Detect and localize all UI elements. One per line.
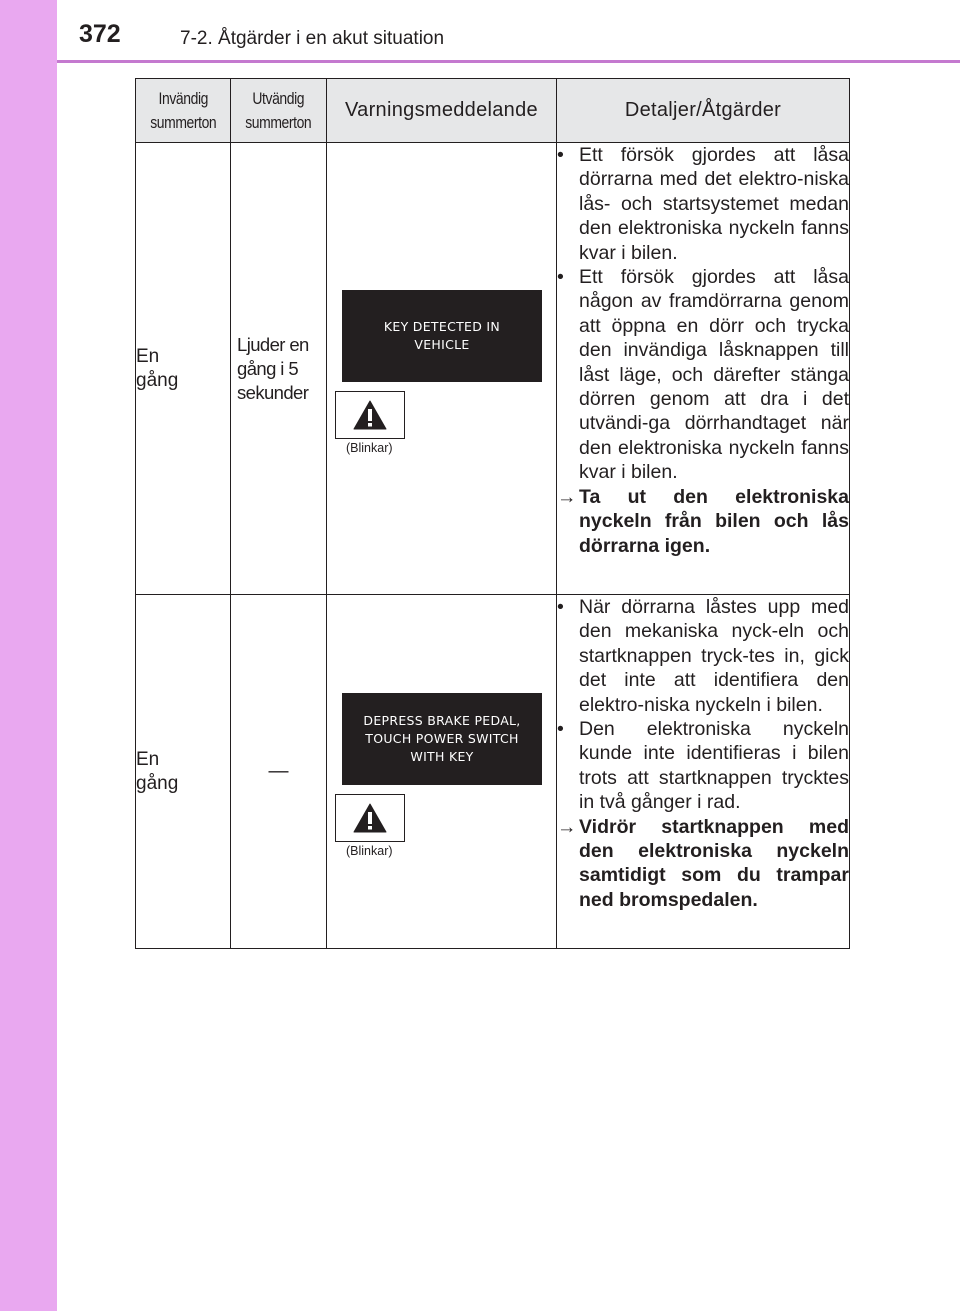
action-item: → Ta ut den elektroniska nyckeln från bilen och lås dörrarna igen. [557,485,849,557]
details-cell [557,143,850,595]
header-warning-message: Varningsmeddelande [327,79,557,143]
display-screen: KEY DETECTED IN VEHICLE [342,290,542,382]
inside-buzzer-cell: En gång [136,595,231,949]
warning-indicator [335,794,405,842]
outside-buzzer-cell: Ljuder en gång i 5 sekunder [231,143,327,595]
blinking-label: (Blinkar) [346,441,393,455]
blinking-label: (Blinkar) [346,844,393,858]
table-row [136,595,850,949]
details-cell [557,595,850,949]
arrow-icon: → [557,485,577,508]
warning-triangle-icon [353,400,387,430]
list-item: • När dörrarna låstes upp med den mekaniska nyck-eln och startknappen tryck-tes in, gick det inte att identifiera den elektro-niska nyckeln i bilen. [557,596,849,716]
warning-triangle-icon [353,803,387,833]
warning-table [135,78,850,949]
list-item: • Den elektroniska nyckeln kunde inte identifieras i bilen trots att startknappen trycktes in två gånger i rad. [557,718,849,814]
table-header-row [136,79,850,143]
header-inside-buzzer: Invändig summerton [136,79,231,143]
page-number: 372 [79,20,121,48]
warning-message-cell [327,595,557,949]
section-title: 7-2. Åtgärder i en akut situation [180,28,445,49]
side-tab-bar [0,0,57,1311]
display-screen: DEPRESS BRAKE PEDAL, TOUCH POWER SWITCH WITH KEY [342,693,542,785]
header-outside-buzzer: Utvändig summerton [231,79,327,143]
outside-buzzer-cell: — [231,595,327,949]
header-divider [57,60,960,63]
warning-indicator [335,391,405,439]
arrow-icon: → [557,815,577,838]
list-item: • Ett försök gjordes att låsa dörrarna med det elektro-niska lås- och startsystemet medan den elektroniska nyckeln fanns kvar i bilen. [557,144,849,264]
inside-buzzer-cell: En gång [136,143,231,595]
table-row [136,143,850,595]
warning-message-cell [327,143,557,595]
list-item: • Ett försök gjordes att låsa någon av framdörrarna genom att öppna en dörr och trycka den invändiga låsknappen till låst läge, och därefter stänga dörren genom att dra i det utvändi-ga dörrhandtaget när den elektroniska nyckeln fanns kvar i bilen. [557,266,849,484]
header-details: Detaljer/Åtgärder [557,79,850,143]
action-item: → Vidrör startknappen med den elektroniska nyckeln samtidigt som du trampar ned bromspedalen. [557,815,849,911]
